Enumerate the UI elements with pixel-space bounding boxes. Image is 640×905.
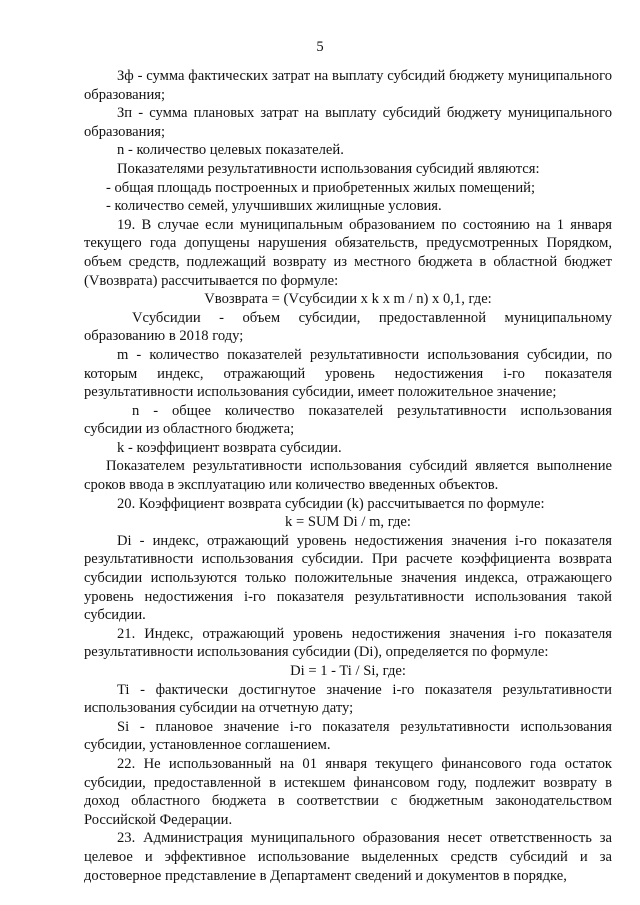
paragraph: 19. В случае если муниципальным образованием по состоянию на 1 января текущего года допущены нарушения обязательств, предусмотренных Порядком, объем средств, подлежащий возврату из местного бюджета в областной бюджет (Vвозврата) рассчитывается по формуле: [84, 216, 612, 289]
formula: k = SUM Di / m, где: [285, 514, 411, 531]
paragraph: 22. Не использованный на 01 января текущего финансового года остаток субсидии, предоставленной в истекшем финансовом году, подлежит возврату в доход областного бюджета в соответствии с бюджетным законодательством Российской Федерации. [84, 755, 612, 828]
paragraph: Показателем результативности использования субсидий является выполнение сроков ввода в эксплуатацию или количество введенных объектов. [84, 458, 612, 494]
paragraph: 23. Администрация муниципального образования несет ответственность за целевое и эффективное использование выделенных средств субсидий и за достоверное представление в Департамент сведений и документов в порядке, [84, 830, 612, 884]
paragraph: Vсубсидии - объем субсидии, предоставленной муниципальному образованию в 2018 году; [84, 309, 612, 345]
page-number: 5 [316, 39, 324, 55]
paragraph: 21. Индекс, отражающий уровень недостижения значения i-го показателя результативности использования субсидии (Di), определяется по формуле: [84, 625, 612, 661]
paragraph: k - коэффициент возврата субсидии. [117, 439, 342, 456]
paragraph: Показателями результативности использования субсидий являются: [117, 160, 540, 177]
paragraph: Зф - сумма фактических затрат на выплату субсидий бюджету муниципального образования; [84, 68, 612, 103]
paragraph: Di - индекс, отражающий уровень недостижения значения i-го показателя результативности использования субсидии. При расчете коэффициента возврата субсидии используются только положительные значения индекса, отражающего уровень недостижения i-го показателя результативности использования такой субсидии. [84, 532, 612, 624]
paragraph: Зп - сумма плановых затрат на выплату субсидий бюджету муниципального образования; [84, 105, 612, 140]
paragraph: Si - плановое значение i-го показателя результативности использования субсидии, установленное соглашением. [84, 718, 612, 754]
paragraph: n - общее количество показателей результативности использования субсидии из областного бюджета; [84, 402, 612, 438]
paragraph: n - количество целевых показателей. [117, 142, 344, 159]
paragraph: 20. Коэффициент возврата субсидии (k) рассчитывается по формуле: [117, 495, 545, 512]
list-item: - общая площадь построенных и приобретенных жилых помещений; [106, 179, 536, 196]
formula: Di = 1 - Ti / Si, где: [290, 663, 406, 679]
paragraph: m - количество показателей результативности использования субсидии, по которым индекс, отражающий уровень недостижения i-го показателя результативности использования субсидии, имеет положительное значение; [84, 346, 612, 401]
formula: Vвозврата = (Vсубсидии x k x m / n) x 0,1, где: [204, 291, 492, 308]
list-item: - количество семей, улучшивших жилищные условия. [106, 198, 442, 215]
paragraph: Ti - фактически достигнутое значение i-го показателя результативности использования субсидии на отчетную дату; [84, 681, 612, 717]
document-body [84, 67, 612, 885]
